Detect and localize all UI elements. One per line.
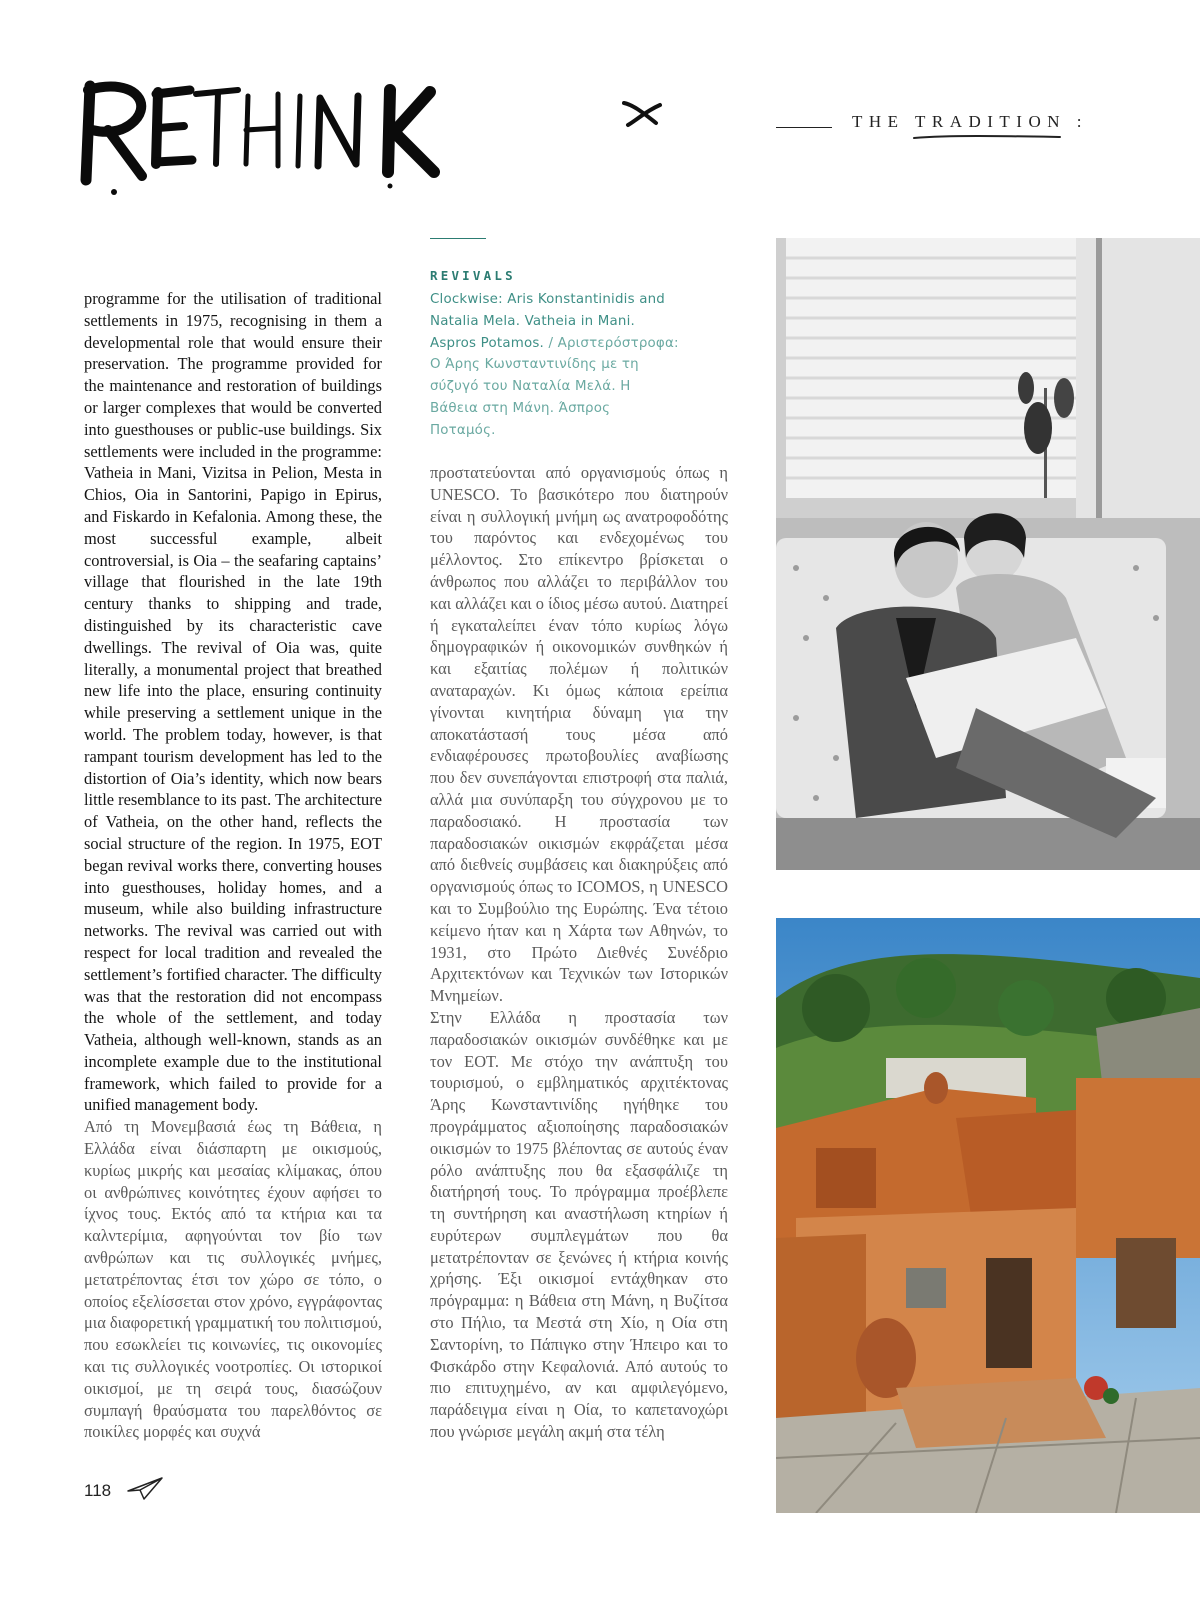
- body-greek-p2: Στην Ελλάδα η προστασία των παραδοσιακών οικισμών συνδέθηκε και με τον ΕΟΤ. Με στόχο την ανάπτυξη του τουρισμού, ο εμβληματικός αρχιτέκτονας Άρης Κωνσταντινίδης ηγήθηκε του προγράμματος αξιοποίησης παραδοσιακών οικισμών το 1975 βλέποντας σε αυτούς έναν ρόλο ανάπτυξης που θα εξασφάλιζε τη διατήρησή τους. Το πρόγραμμα προέβλεπε τη συντήρηση και αναστήλωση κτηρίων ή ευρύτερων συμπλεγμάτων που θα μετατρέπονταν σε ξενώνες ή κτήρια κοινής χρήσης. Έξι οικισμοί εντάχθηκαν στο πρόγραμμα: η Βάθεια στη Μάνη, η Βυζίτσα στο Πήλιο, τα Μεστά στη Χίο, η Οία στη Σαντορίνη, το Πάπιγκο στην Ήπειρο και το Φισκάρδο στην Κεφαλονιά. Από αυτούς το πιο επιτυχημένο, αν και αμφιλεγόμενο, παράδειγμα είναι η Οία, το καπετανοχώρι που γνώρισε μεγάλη ακμή στα τέλη: [430, 1007, 728, 1442]
- photo-village-colour: [776, 918, 1200, 1513]
- rethink-logo: [78, 68, 498, 198]
- title-brush-underline: [912, 133, 1062, 141]
- middle-column: [430, 462, 728, 1443]
- caption-english: Clockwise: Aris Konstantinidis and Natalia Mela. Vatheia in Mani. Aspros Potamos.: [430, 292, 665, 351]
- body-greek-intro: Από τη Μονεμβασιά έως τη Βάθεια, η Ελλάδα είναι διάσπαρτη με οικισμούς, κυρίως μικρής και μεσαίας κλίμακας, όπου οι ανθρώπινες κοινότητες έχουν αφήσει το ίχνος τους. Εκτός από τα κτήρια και τα καλντερίμια, αφηγούνται τον βίο των ανθρώπων και τις συλλογικές μνήμες, μετατρέποντας έτσι τον χώρο σε τόπο, ο οποίος εξελίσσεται στον χρόνο, εγγράφοντας μια διαφορετική γραμματική του πολιτισμού, που εσωκλείει τις κοινωνίες, τις οικονομίες και τις συλλογικές νοοτροπίες. Οι ιστορικοί οικισμοί, με τη σειρά τους, διασώζουν συμπαγή θραύσματα του παρελθόντος σε ποικίλες μορφές και συχνά: [84, 1117, 382, 1442]
- caption-rule: [430, 238, 486, 239]
- left-column: [84, 288, 382, 1443]
- caption-label: REVIVALS: [430, 268, 516, 283]
- section-rule: [776, 127, 832, 128]
- photo-caption: [430, 289, 680, 442]
- caption-greek: / Αριστερόστροφα: Ο Άρης Κωνσταντινίδης με τη σύζυγό του Ναταλία Μελά. Η Βάθεια στη Μάνη. Άσπρος Ποταμός.: [430, 335, 679, 438]
- paper-plane-icon: [126, 1475, 164, 1501]
- handwritten-x-mark: [616, 95, 666, 135]
- section-title: THE TRADITION :: [852, 112, 1088, 131]
- page-number: 118: [84, 1481, 112, 1500]
- body-greek-p1: προστατεύονται από οργανισμούς όπως η UNESCO. Το βασικότερο που διατηρούν είναι η συλλογική μνήμη ως ανατροφοδότης του παρόντος και ενδεχομένως του μέλλοντος. Στο επίκεντρο βρίσκεται ο άνθρωπος που αλλάζει το περιβάλλον του και αλλάζει και ο ίδιος μέσω αυτού. Διατηρεί ή εγκαταλείπει έναν τόπο κυρίως λόγω δημογραφικών ή οικονομικών συνθηκών ή και εξαιτίας πολέμων ή πολιτικών αναταραχών. Κι όμως κάποια ερείπια γίνονται κινητήρια δύναμη για την αποκατάστασή τους μέσα από ενδιαφέρουσες πρωτοβουλίες αναβίωσης που δεν συνεπάγονται επιστροφή στα παλιά, αλλά μια συνύπαρξη του σύγχρονου με το παραδοσιακό. Η προστασία των παραδοσιακών οικισμών εκφράζεται μέσα από διεθνείς συμβάσεις και διακηρύξεις από οργανισμούς όπως το ICOMOS, η UNESCO και το Συμβούλιο της Ευρώπης. Ένα τέτοιο κείμενο ήταν και η Χάρτα των Αθηνών, το 1931, στο Πρώτο Διεθνές Συνέδριο Αρχιτεκτόνων και Τεχνικών των Ιστορικών Μνημείων.: [430, 463, 728, 1006]
- body-english: programme for the utilisation of traditional settlements in 1975, recognising in them a developmental role that would ensure their preservation. The programme provided for the maintenance and restoration of buildings or larger complexes that would be converted into guesthouses or public-use buildings. Six settlements were included in the programme: Vatheia in Mani, Vizitsa in Pelion, Mesta in Chios, Oia in Santorini, Papigo in Epirus, and Fiskardo in Kefalonia. Among these, the most successful example, albeit controversial, is Oia – the seafaring captains’ village that flourished in the late 19th century thanks to shipping and trade, distinguished by its characteristic cave dwellings. The revival of Oia was, quite literally, a monumental project that breathed new life into the place, ensuring continuity while preserving a settlement unique in the world. The problem today, however, is that rampant tourism development has led to the distortion of Oia’s identity, which now bears little resemblance to its past. The architecture of Vatheia, on the other hand, reflects the social structure of the region. In 1975, EOT began revival works there, converting houses into guesthouses, holiday homes, and a museum, while also building infrastructure networks. The revival was carried out with respect for local tradition and revealed the settlement’s fortified character. The difficulty was that the restoration did not encompass the whole of the settlement, and today Vatheia, although well-known, stands as an incomplete example due to the institutional framework, which failed to provide for a unified management body.: [84, 289, 382, 1115]
- photo-couple-bw: [776, 238, 1200, 870]
